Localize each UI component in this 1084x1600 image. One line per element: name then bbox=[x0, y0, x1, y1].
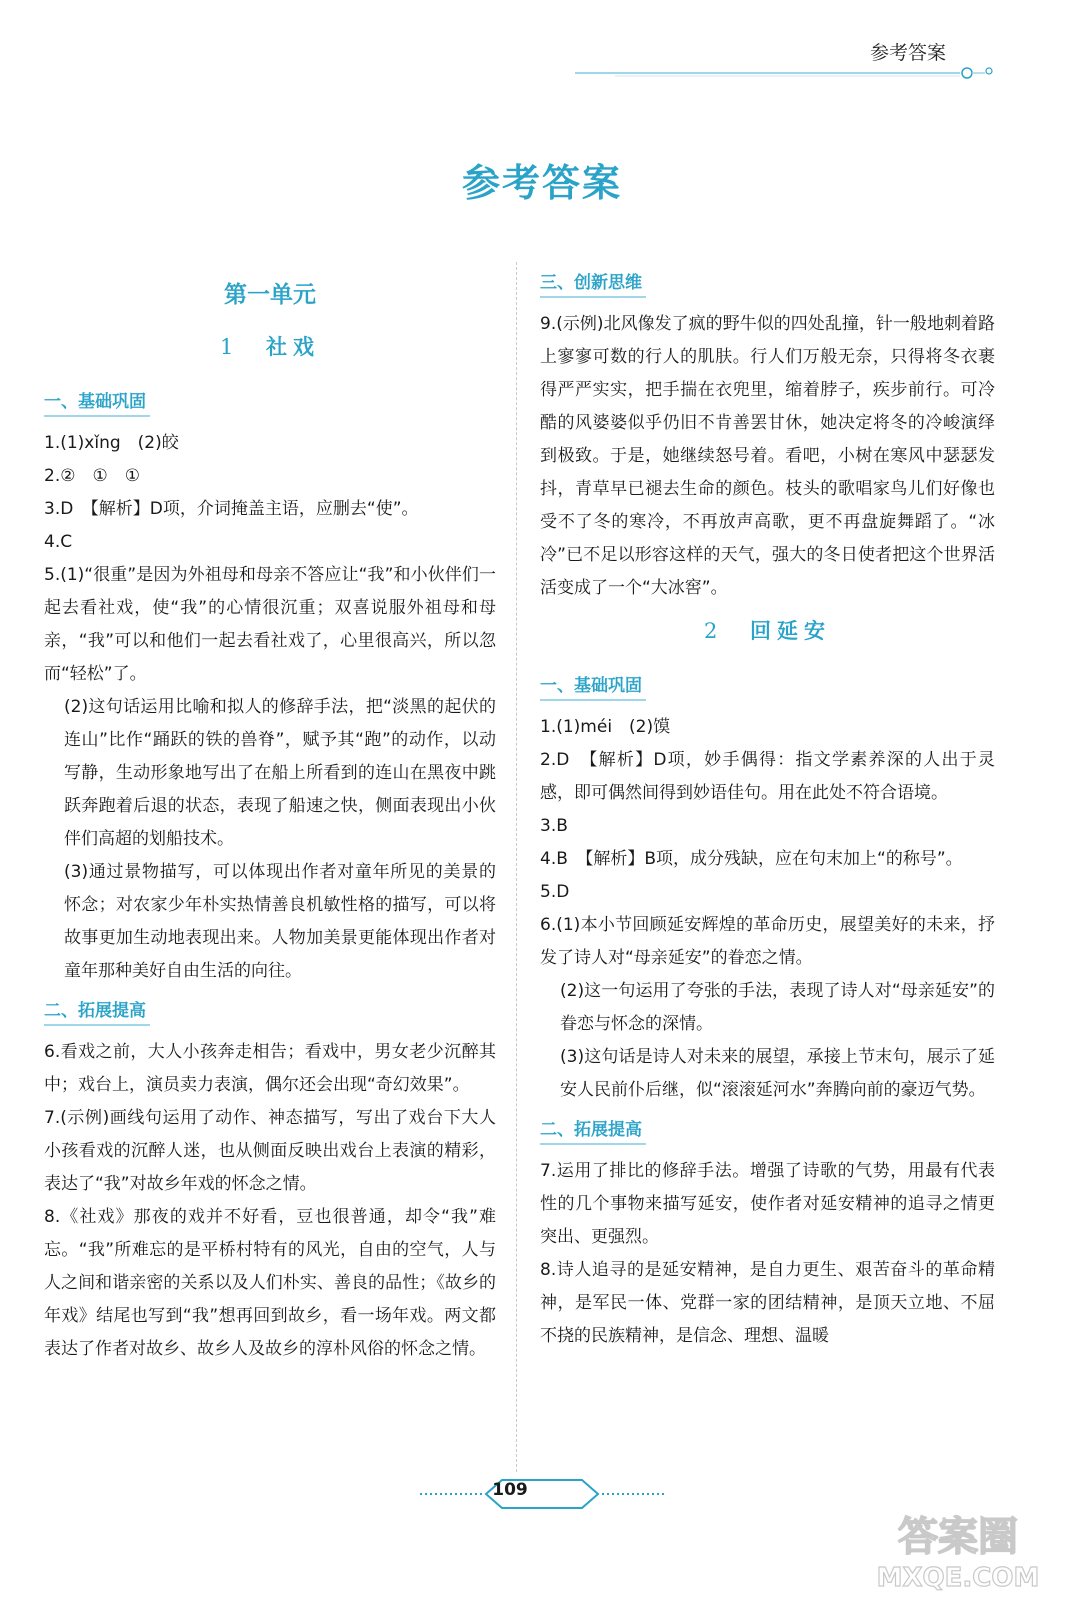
answer-item: (2)这一句运用了夸张的手法，表现了诗人对“母亲延安”的眷恋与怀念的深情。 bbox=[560, 981, 995, 1034]
lesson-title bbox=[540, 615, 995, 645]
answer-item: 1.(1)xǐng (2)皎 bbox=[44, 433, 179, 453]
column-divider bbox=[516, 262, 517, 1472]
answer-list bbox=[540, 1155, 995, 1353]
answer-item: 5.(1)“很重”是因为外祖母和母亲不答应让“我”和小伙伴们一起去看社戏，使“我”的心情很沉重；双喜说服外祖母和母亲，“我”可以和他们一起去看社戏了，心里很高兴，所以忽而“轻松”了。 bbox=[44, 565, 496, 684]
answer-item: 7.(示例)画线句运用了动作、神态描写，写出了戏台下大人小孩看戏的沉醉人迷，也从侧面反映出戏台上表演的精彩，表达了“我”对故乡年戏的怀念之情。 bbox=[44, 1108, 496, 1194]
page-number-decor bbox=[420, 1474, 664, 1514]
answer-list bbox=[44, 427, 496, 988]
lesson-title bbox=[44, 331, 496, 361]
header-label: 参考答案 bbox=[870, 42, 947, 64]
answer-list bbox=[540, 308, 995, 605]
left-sections bbox=[44, 379, 496, 1366]
answer-item: 7.运用了排比的修辞手法。增强了诗歌的气势，用最有代表性的几个事物来描写延安，使作者对延安精神的追寻之情更突出、更强烈。 bbox=[540, 1161, 995, 1247]
section bbox=[540, 1107, 995, 1353]
answer-item: 8.诗人追寻的是延安精神，是自力更生、艰苦奋斗的革命精神，是军民一体、党群一家的团结精神，是顶天立地、不屈不挠的民族精神，是信念、理想、温暖 bbox=[540, 1260, 995, 1346]
right-sections bbox=[540, 663, 995, 1353]
header-decor-line bbox=[575, 66, 995, 80]
section-heading: 一、基础巩固 bbox=[540, 671, 646, 701]
watermark-bottom-text: MXQE.COM bbox=[876, 1563, 1040, 1593]
answer-item: 1.(1)méi (2)馍 bbox=[540, 717, 671, 737]
section bbox=[44, 379, 496, 988]
section-heading: 一、基础巩固 bbox=[44, 387, 150, 417]
section-heading: 三、创新思维 bbox=[540, 268, 646, 298]
answer-item: 6.(1)本小节回顾延安辉煌的革命历史，展望美好的未来，抒发了诗人对“母亲延安”的眷恋之情。 bbox=[540, 915, 995, 968]
answer-item: (2)这句话运用比喻和拟人的修辞手法，把“淡黑的起伏的连山”比作“踊跃的铁的兽脊”，赋予其“跑”的动作，以动写静，生动形象地写出了在船上所看到的连山在黑夜中跳跃奔跑着后退的状态，表现了船速之快，侧面表现出小伙伴们高超的划船技术。 bbox=[64, 697, 496, 849]
watermark-logo bbox=[848, 1506, 1068, 1594]
right-top-section bbox=[540, 260, 995, 605]
answer-item: 8.《社戏》那夜的戏并不好看，豆也很普通，却令“我”难忘。“我”所难忘的是平桥村特有的风光，自由的空气，人与人之间和谐亲密的关系以及人们朴实、善良的品性；《故乡的年戏》结尾也写到“我”想再回到故乡，看一场年戏。两文都表达了作者对故乡、故乡人及故乡的淳朴风俗的怀念之情。 bbox=[44, 1207, 496, 1359]
section bbox=[540, 260, 995, 605]
answer-item: 2.D 【解析】D项，妙手偶得：指文学素养深的人出于灵感，即可偶然间得到妙语佳句。用在此处不符合语境。 bbox=[540, 750, 995, 803]
answer-item: 5.D bbox=[540, 882, 570, 902]
left-column bbox=[44, 260, 496, 1366]
answer-item: (3)通过景物描写，可以体现出作者对童年所见的美景的怀念；对农家少年朴实热情善良机敏性格的描写，可以将故事更加生动地表现出来。人物加美景更能体现出作者对童年那种美好自由生活的向往。 bbox=[64, 862, 496, 981]
answer-item: 4.C bbox=[44, 532, 73, 552]
answer-item: 3.B bbox=[540, 816, 568, 836]
section-heading: 二、拓展提高 bbox=[540, 1115, 646, 1145]
lesson-name: 回延安 bbox=[750, 618, 832, 643]
lesson-number: 2 bbox=[703, 619, 718, 643]
page-number: 109 bbox=[492, 1480, 528, 1500]
answer-item: 3.D 【解析】D项，介词掩盖主语，应删去“使”。 bbox=[44, 499, 419, 519]
answer-item: 9.(示例)北风像发了疯的野牛似的四处乱撞，针一般地刺着路上寥寥可数的行人的肌肤。行人们万般无奈，只得将冬衣裹得严严实实，把手揣在衣兜里，缩着脖子，疾步前行。可冷酷的风婆婆似乎仍旧不肯善罢甘休，她决定将冬的冷峻演绎到极致。于是，她继续怒号着。看吧，小树在寒风中瑟瑟发抖，青草早已褪去生命的颜色。枝头的歌唱家鸟儿们好像也受不了冬的寒冷，不再放声高歌，更不再盘旋舞蹈了。“冰冷”已不足以形容这样的天气，强大的冬日使者把这个世界活活变成了一个“大冰窖”。 bbox=[540, 314, 995, 598]
watermark-top-text: 答案圈 bbox=[898, 1514, 1018, 1560]
section bbox=[540, 663, 995, 1107]
answer-item: 6.看戏之前，大人小孩奔走相告；看戏中，男女老少沉醉其中；戏台上，演员卖力表演，偶尔还会出现“奇幻效果”。 bbox=[44, 1042, 496, 1095]
answer-list bbox=[44, 1036, 496, 1366]
lesson-number: 1 bbox=[219, 335, 234, 359]
page-title: 参考答案 bbox=[461, 161, 622, 205]
section bbox=[44, 988, 496, 1366]
answer-item: 2.② ① ① bbox=[44, 466, 140, 486]
right-column bbox=[540, 260, 995, 1353]
unit-title: 第一单元 bbox=[224, 282, 316, 308]
answer-item: (3)这句话是诗人对未来的展望，承接上节末句，展示了延安人民前仆后继，似“滚滚延河水”奔腾向前的豪迈气势。 bbox=[560, 1047, 995, 1100]
lesson-name: 社戏 bbox=[266, 334, 321, 359]
section-heading: 二、拓展提高 bbox=[44, 996, 150, 1026]
answer-list bbox=[540, 711, 995, 1107]
answer-item: 4.B 【解析】B项，成分残缺，应在句末加上“的称号”。 bbox=[540, 849, 963, 869]
